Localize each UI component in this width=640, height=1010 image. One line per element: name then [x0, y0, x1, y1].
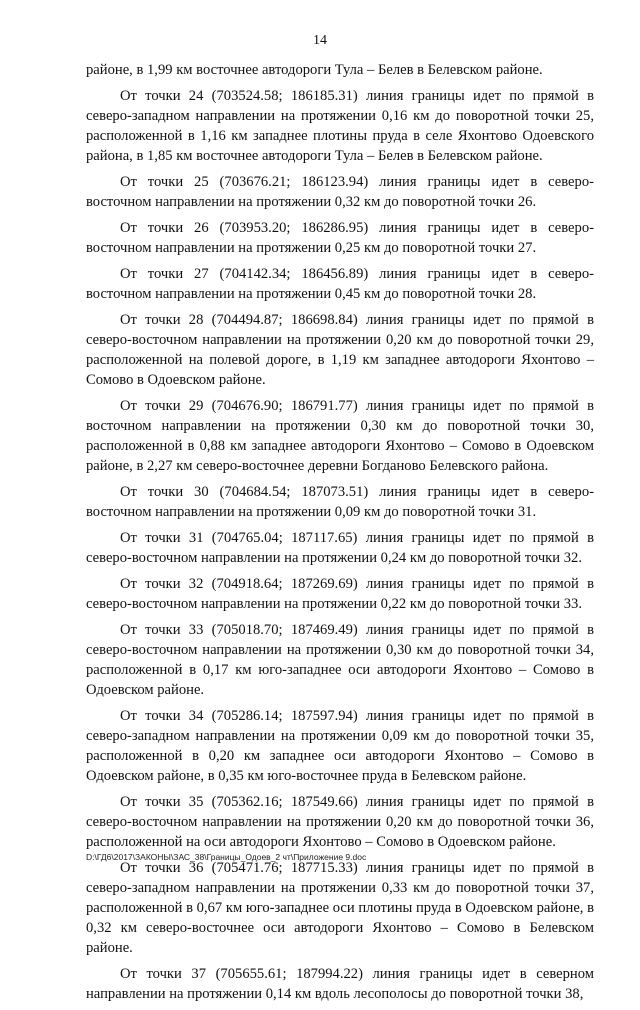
paragraph-point-29: От точки 29 (704676.90; 186791.77) линия границы идет по прямой в восточном направлении на протяжении 0,30 км до поворотной точки 30, расположенной в 0,88 км западнее автодороги Яхонтово – Сомово в Одоевском районе, в 2,27 км северо-восточнее деревни Богданово Белевского района. [86, 398, 594, 474]
paragraph-continuation: районе, в 1,99 км восточнее автодороги Тула – Белев в Белевском районе. [86, 62, 543, 78]
paragraph-point-33: От точки 33 (705018.70; 187469.49) линия границы идет по прямой в северо-восточном направлении на протяжении 0,30 км до поворотной точки 34, расположенной в 0,17 км юго-западнее оси автодороги Яхонтово – Сомово в Одоевском районе. [86, 622, 594, 698]
paragraph-point-36: От точки 36 (705471.76; 187715.33) линия границы идет по прямой в северо-западном направлении на протяжении 0,33 км до поворотной точки 37, расположенной в 0,67 км юго-западнее оси плотины пруда в Одоевском районе, в 0,32 км северо-восточнее оси автодороги Яхонтово – Сомово в Белевском районе. [86, 860, 594, 956]
paragraph-point-32: От точки 32 (704918.64; 187269.69) линия границы идет по прямой в северо-восточном направлении на протяжении 0,22 км до поворотной точки 33. [86, 576, 594, 612]
paragraph-point-31: От точки 31 (704765.04; 187117.65) линия границы идет по прямой в северо-восточном направлении на протяжении 0,24 км до поворотной точки 32. [86, 530, 594, 566]
paragraph-point-34: От точки 34 (705286.14; 187597.94) линия границы идет по прямой в северо-западном направлении на протяжении 0,09 км до поворотной точки 35, расположенной в 0,20 км западнее оси автодороги Яхонтово – Сомово в Одоевском районе, в 0,35 км юго-восточнее пруда в Белевском районе. [86, 708, 594, 784]
paragraph-point-24: От точки 24 (703524.58; 186185.31) линия границы идет по прямой в северо-западном направлении на протяжении 0,16 км до поворотной точки 25, расположенной в 1,16 км западнее плотины пруда в селе Яхонтово Одоевского района, в 1,85 км восточнее автодороги Тула – Белев в Белевском районе. [86, 88, 594, 164]
paragraph-point-25: От точки 25 (703676.21; 186123.94) линия границы идет в северо-восточном направлении на протяжении 0,32 км до поворотной точки 26. [86, 174, 594, 210]
footer-file-path: D:\ГД6\2017\ЗАКОНЫ\ЗАС_38\Границы_Одоев_2 чт\Приложение 9.doc [86, 852, 367, 862]
paragraph-point-35: От точки 35 (705362.16; 187549.66) линия границы идет по прямой в северо-восточном направлении на протяжении 0,20 км до поворотной точки 36, расположенной на оси автодороги Яхонтово – Сомово в Одоевском районе. [86, 794, 594, 850]
paragraph-point-28: От точки 28 (704494.87; 186698.84) линия границы идет по прямой в северо-восточном направлении на протяжении 0,20 км до поворотной точки 29, расположенной на полевой дороге, в 1,19 км западнее автодороги Яхонтово – Сомово в Одоевском районе. [86, 312, 594, 388]
paragraph-point-27: От точки 27 (704142.34; 186456.89) линия границы идет в северо-восточном направлении на протяжении 0,45 км до поворотной точки 28. [86, 266, 594, 302]
paragraph-point-37: От точки 37 (705655.61; 187994.22) линия границы идет в северном направлении на протяжении 0,14 км вдоль лесополосы до поворотной точки 38, [86, 966, 594, 1002]
document-body [86, 60, 594, 1010]
page-number: 14 [313, 33, 327, 48]
paragraph-point-30: От точки 30 (704684.54; 187073.51) линия границы идет в северо-восточном направлении на протяжении 0,09 км до поворотной точки 31. [86, 484, 594, 520]
paragraph-point-26: От точки 26 (703953.20; 186286.95) линия границы идет в северо-восточном направлении на протяжении 0,25 км до поворотной точки 27. [86, 220, 594, 256]
